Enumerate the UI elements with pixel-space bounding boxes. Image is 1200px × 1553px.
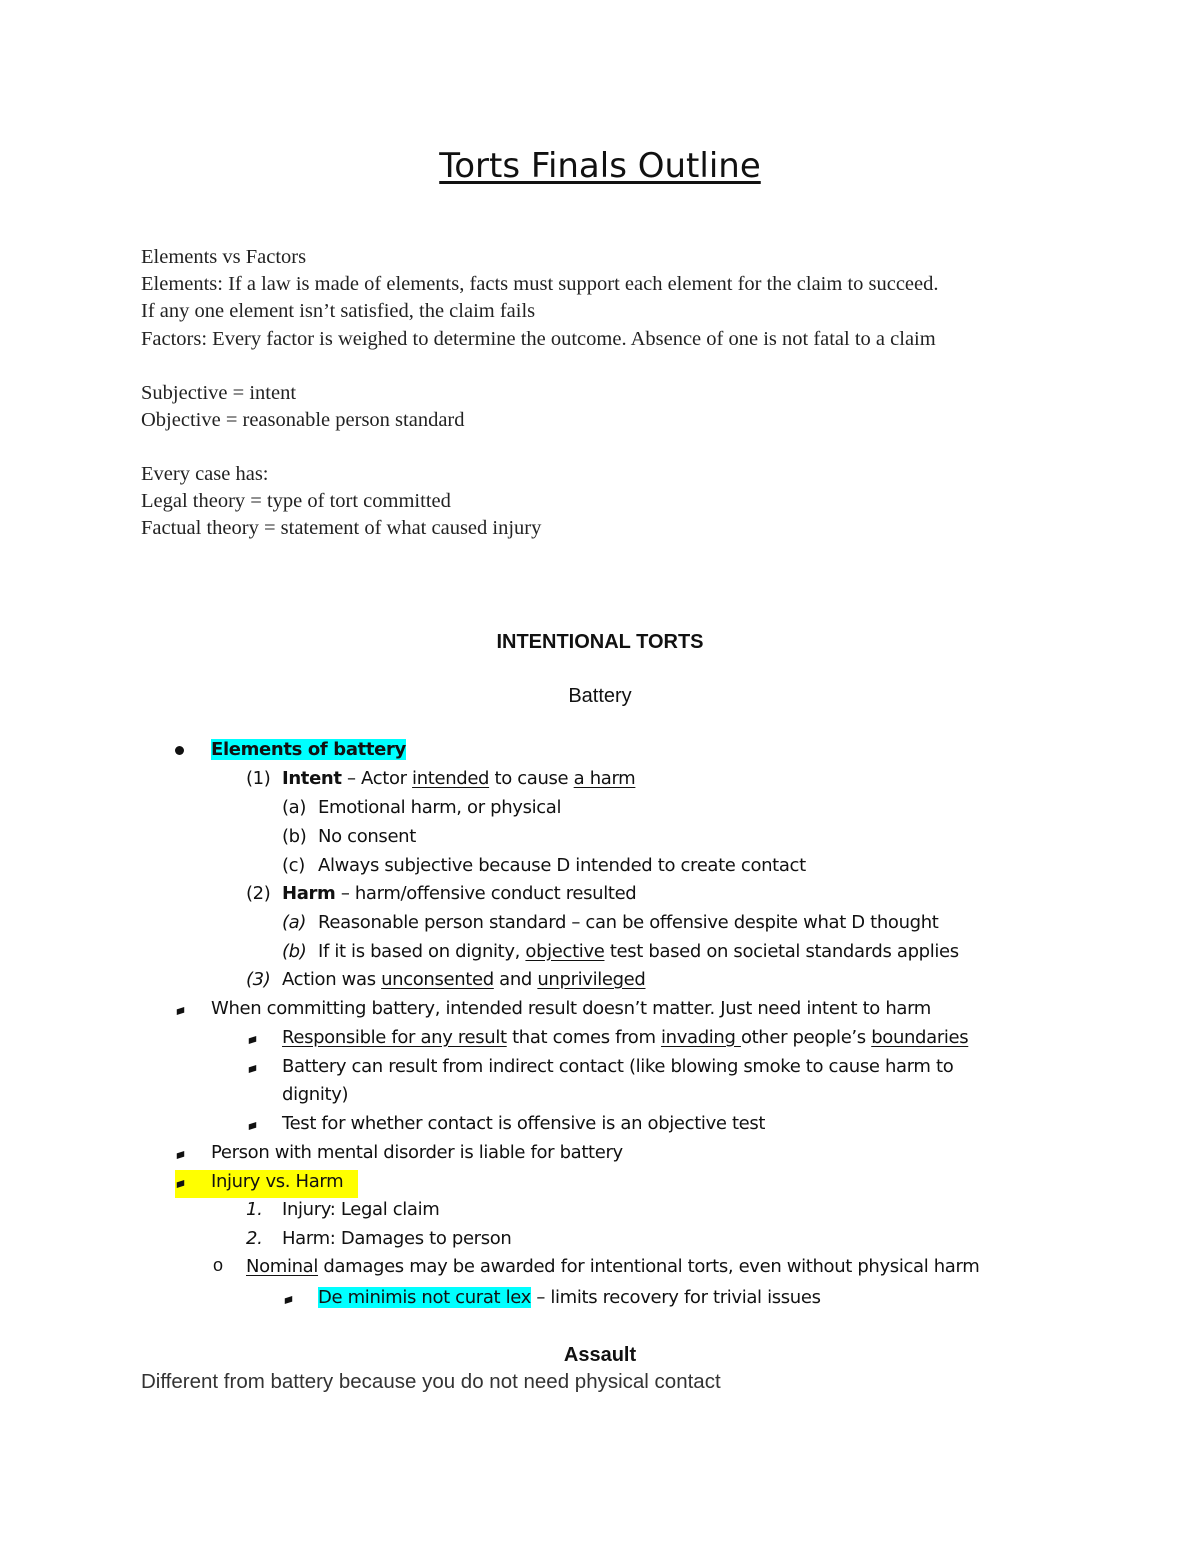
bullet-icon [249, 1065, 256, 1073]
intro-line: Legal theory = type of tort committed [141, 490, 451, 512]
elements-heading: Elements of battery [211, 739, 406, 760]
list-item-continuation: dignity) [282, 1084, 349, 1105]
bullet-icon [175, 746, 184, 755]
list-letter: (a) [282, 797, 307, 818]
list-item: Harm: Damages to person [282, 1228, 512, 1249]
section-heading-assault: Assault [563, 1344, 637, 1366]
list-item: Nominal damages may be awarded for intentional torts, even without physical harm [246, 1256, 980, 1277]
list-item: Action was unconsented and unprivileged [282, 969, 646, 990]
intro-line: Factual theory = statement of what caused injury [141, 517, 542, 539]
list-number: (3) [246, 969, 271, 990]
list-letter: (c) [282, 855, 305, 876]
list-number: 2. [246, 1228, 263, 1249]
list-number: (1) [246, 768, 271, 789]
list-item: If it is based on dignity, objective test based on societal standards applies [318, 941, 959, 962]
intro-line: Elements vs Factors [141, 246, 307, 268]
list-item: Person with mental disorder is liable for battery [211, 1142, 623, 1163]
list-item: Responsible for any result that comes from invading other people’s boundaries [282, 1027, 969, 1048]
section-heading-intentional-torts: INTENTIONAL TORTS [496, 631, 704, 653]
intro-line: Objective = reasonable person standard [141, 409, 465, 431]
intro-line: Subjective = intent [141, 382, 297, 404]
bullet-o: o [213, 1255, 224, 1275]
list-letter: (a) [282, 912, 307, 933]
list-item: Battery can result from indirect contact (like blowing smoke to cause harm to [282, 1056, 954, 1077]
bullet-icon [285, 1296, 292, 1304]
list-number: 1. [246, 1199, 263, 1220]
intro-line: Factors: Every factor is weighed to determine the outcome. Absence of one is not fatal to a claim [141, 328, 936, 350]
bullet-icon [177, 1151, 184, 1159]
assault-text: Different from battery because you do not need physical contact [141, 1370, 721, 1393]
intro-line: Every case has: [141, 463, 269, 485]
list-letter: (b) [282, 941, 307, 962]
list-item: De minimis not curat lex – limits recovery for trivial issues [318, 1287, 821, 1308]
document-title: Torts Finals Outline [439, 146, 761, 186]
list-item: Reasonable person standard – can be offensive despite what D thought [318, 912, 939, 933]
list-item: Test for whether contact is offensive is an objective test [282, 1113, 766, 1134]
intro-line: If any one element isn’t satisfied, the claim fails [141, 300, 536, 322]
list-item: Injury vs. Harm [211, 1171, 344, 1192]
list-item: Intent – Actor intended to cause a harm [282, 768, 636, 789]
list-item: Injury: Legal claim [282, 1199, 440, 1220]
list-item: Harm – harm/offensive conduct resulted [282, 883, 637, 904]
list-item: Always subjective because D intended to create contact [318, 855, 806, 876]
list-letter: (b) [282, 826, 307, 847]
list-item: When committing battery, intended result doesn’t matter. Just need intent to harm [211, 998, 931, 1019]
list-number: (2) [246, 883, 271, 904]
list-item: No consent [318, 826, 416, 847]
list-item: Emotional harm, or physical [318, 797, 562, 818]
bullet-icon [177, 1007, 184, 1015]
section-heading-battery: Battery [568, 685, 632, 707]
intro-line: Elements: If a law is made of elements, facts must support each element for the claim to succeed. [141, 273, 939, 295]
bullet-icon [249, 1122, 256, 1130]
bullet-icon [249, 1036, 256, 1044]
